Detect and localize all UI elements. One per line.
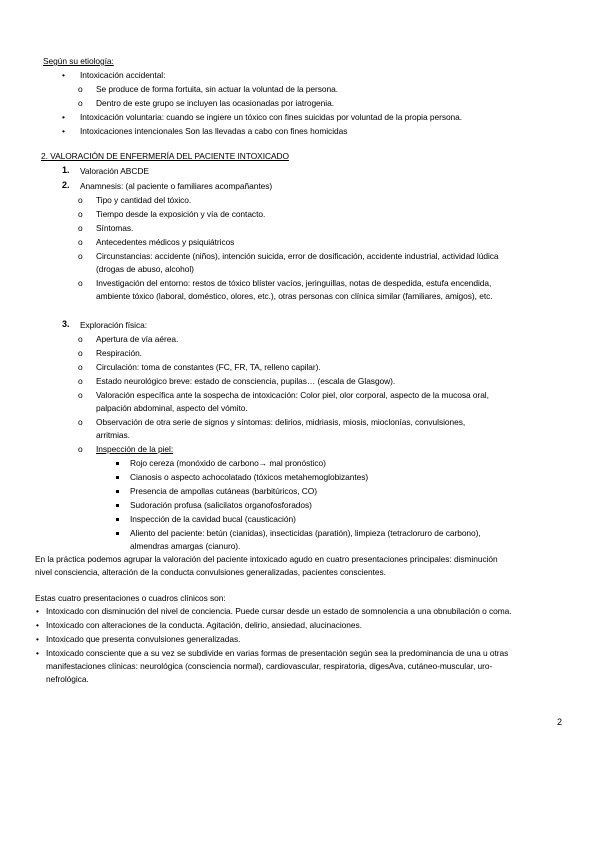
section-heading-valoracion: 2. VALORACIÓN DE ENFERMERÍA DEL PACIENTE INTOXICADO [41, 151, 289, 161]
bullet-marker: • [36, 606, 39, 616]
circle-bullet-marker: o [78, 209, 83, 219]
bullet-marker: • [62, 126, 65, 136]
list-item: Presencia de ampollas cutáneas (barbitúricos, CO) [130, 486, 318, 496]
list-item: Cianosis o aspecto achocolatado (tóxicos metahemoglobizantes) [130, 472, 369, 482]
circle-bullet-marker: o [78, 376, 83, 386]
list-item: Intoxicación voluntaria: cuando se ingiere un tóxico con fines suicidas por voluntad de la propia persona. [80, 112, 463, 122]
list-item: Circunstancias: accidente (niños), intención suicida, error de dosificación, accidente industrial, actividad lúdica [96, 251, 499, 261]
circle-bullet-marker: o [78, 278, 83, 288]
list-item: Valoración específica ante la sospecha de intoxicación: Color piel, olor corporal, aspecto de la mucosa oral, [96, 390, 489, 400]
circle-bullet-marker: o [78, 417, 83, 427]
square-bullet-marker [116, 490, 119, 493]
list-item: Síntomas. [96, 223, 134, 233]
circle-bullet-marker: o [78, 195, 83, 205]
circle-bullet-marker: o [78, 444, 83, 454]
list-number: 2. [62, 180, 70, 190]
circle-bullet-marker: o [78, 84, 83, 94]
section-heading-etiologia: Según su etiología: [43, 56, 114, 66]
list-number: 1. [62, 165, 70, 175]
list-number: 3. [62, 319, 70, 329]
list-item: Aliento del paciente: betún (cianidas), insecticidas (paratión), limpieza (tetracloruro de carbono), [130, 528, 481, 538]
list-item-continuation: ambiente tóxico (laboral, doméstico, olores, etc.), otras personas con clínica similar (familiares, amigos), etc. [96, 291, 493, 301]
bullet-marker: • [62, 112, 65, 122]
list-item: Rojo cereza (monóxido de carbono→ mal pronóstico) [130, 458, 326, 468]
list-item: Intoxicado consciente que a su vez se subdivide en varias formas de presentación según sea la predominancia de una u otras [46, 648, 509, 658]
circle-bullet-marker: o [78, 251, 83, 261]
list-item: Se produce de forma fortuita, sin actuar la voluntad de la persona. [96, 84, 338, 94]
list-item: Intoxicación accidental: [80, 70, 166, 80]
list-item: Antecedentes médicos y psiquiátricos [96, 237, 235, 247]
list-item: Intoxicado que presenta convulsiones generalizadas. [46, 634, 241, 644]
list-item: Anamnesis: (al paciente o familiares acompañantes) [80, 181, 273, 191]
list-item: Valoración ABCDE [80, 166, 149, 176]
square-bullet-marker [116, 532, 119, 535]
list-item: Tipo y cantidad del tóxico. [96, 195, 192, 205]
list-item-continuation: palpación abdominal, aspecto del vómito. [96, 403, 248, 413]
list-item: Apertura de vía aérea. [96, 334, 179, 344]
square-bullet-marker [116, 518, 119, 521]
list-item-continuation: manifestaciones clínicas: neurológica (consciencia normal), cardiovascular, respiratoria, digesAva, cutáneo-muscular, uro- [46, 661, 493, 671]
circle-bullet-marker: o [78, 98, 83, 108]
square-bullet-marker [116, 462, 119, 465]
square-bullet-marker [116, 504, 119, 507]
circle-bullet-marker: o [78, 348, 83, 358]
list-item: Inspección de la piel: [96, 444, 174, 454]
bullet-marker: • [36, 648, 39, 658]
circle-bullet-marker: o [78, 334, 83, 344]
list-item: Sudoración profusa (salicilatos organofosforados) [130, 500, 312, 510]
list-item: Intoxicado con alteraciones de la conducta. Agitación, delirio, ansiedad, alucinaciones. [46, 620, 362, 630]
circle-bullet-marker: o [78, 390, 83, 400]
paragraph-line: nivel consciencia, alteración de la conducta convulsiones generalizadas, pacientes conscientes. [35, 567, 386, 577]
list-item-continuation: (drogas de abuso, alcohol) [96, 264, 194, 274]
list-item-continuation: almendras amargas (cianuro). [130, 541, 241, 551]
paragraph-line: Estas cuatro presentaciones o cuadros clínicos son: [35, 593, 226, 603]
paragraph-line: En la práctica podemos agrupar la valoración del paciente intoxicado agudo en cuatro presentaciones principales: disminución [35, 554, 498, 564]
square-bullet-marker [116, 476, 119, 479]
list-item: Tiempo desde la exposición y vía de contacto. [96, 209, 266, 219]
bullet-marker: • [36, 620, 39, 630]
list-item: Inspección de la cavidad bucal (causticación) [130, 514, 296, 524]
list-item: Intoxicaciones intencionales Son las llevadas a cabo con fines homicidas [80, 126, 348, 136]
circle-bullet-marker: o [78, 223, 83, 233]
circle-bullet-marker: o [78, 362, 83, 372]
circle-bullet-marker: o [78, 237, 83, 247]
list-item: Exploración física: [80, 320, 148, 330]
bullet-marker: • [62, 70, 65, 80]
list-item: Observación de otra serie de signos y síntomas: delirios, midriasis, miosis, mioclonías, convulsiones, [96, 417, 466, 427]
page-number: 2 [557, 717, 562, 727]
list-item: Estado neurológico breve: estado de consciencia, pupilas… (escala de Glasgow). [96, 376, 396, 386]
list-item: Circulación: toma de constantes (FC, FR, TA, relleno capilar). [96, 362, 321, 372]
list-item: Investigación del entorno: restos de tóxico blíster vacíos, jeringuillas, notas de despedida, estufa encendida, [96, 278, 492, 288]
list-item: Respiración. [96, 348, 142, 358]
list-item: Intoxicado con disminución del nivel de conciencia. Puede cursar desde un estado de somnolencia a una obnubilación o coma. [46, 606, 512, 616]
list-item-continuation: arritmias. [96, 430, 130, 440]
list-item: Dentro de este grupo se incluyen las ocasionadas por iatrogenia. [96, 98, 334, 108]
bullet-marker: • [36, 634, 39, 644]
list-item-continuation: nefrológica. [46, 674, 89, 684]
